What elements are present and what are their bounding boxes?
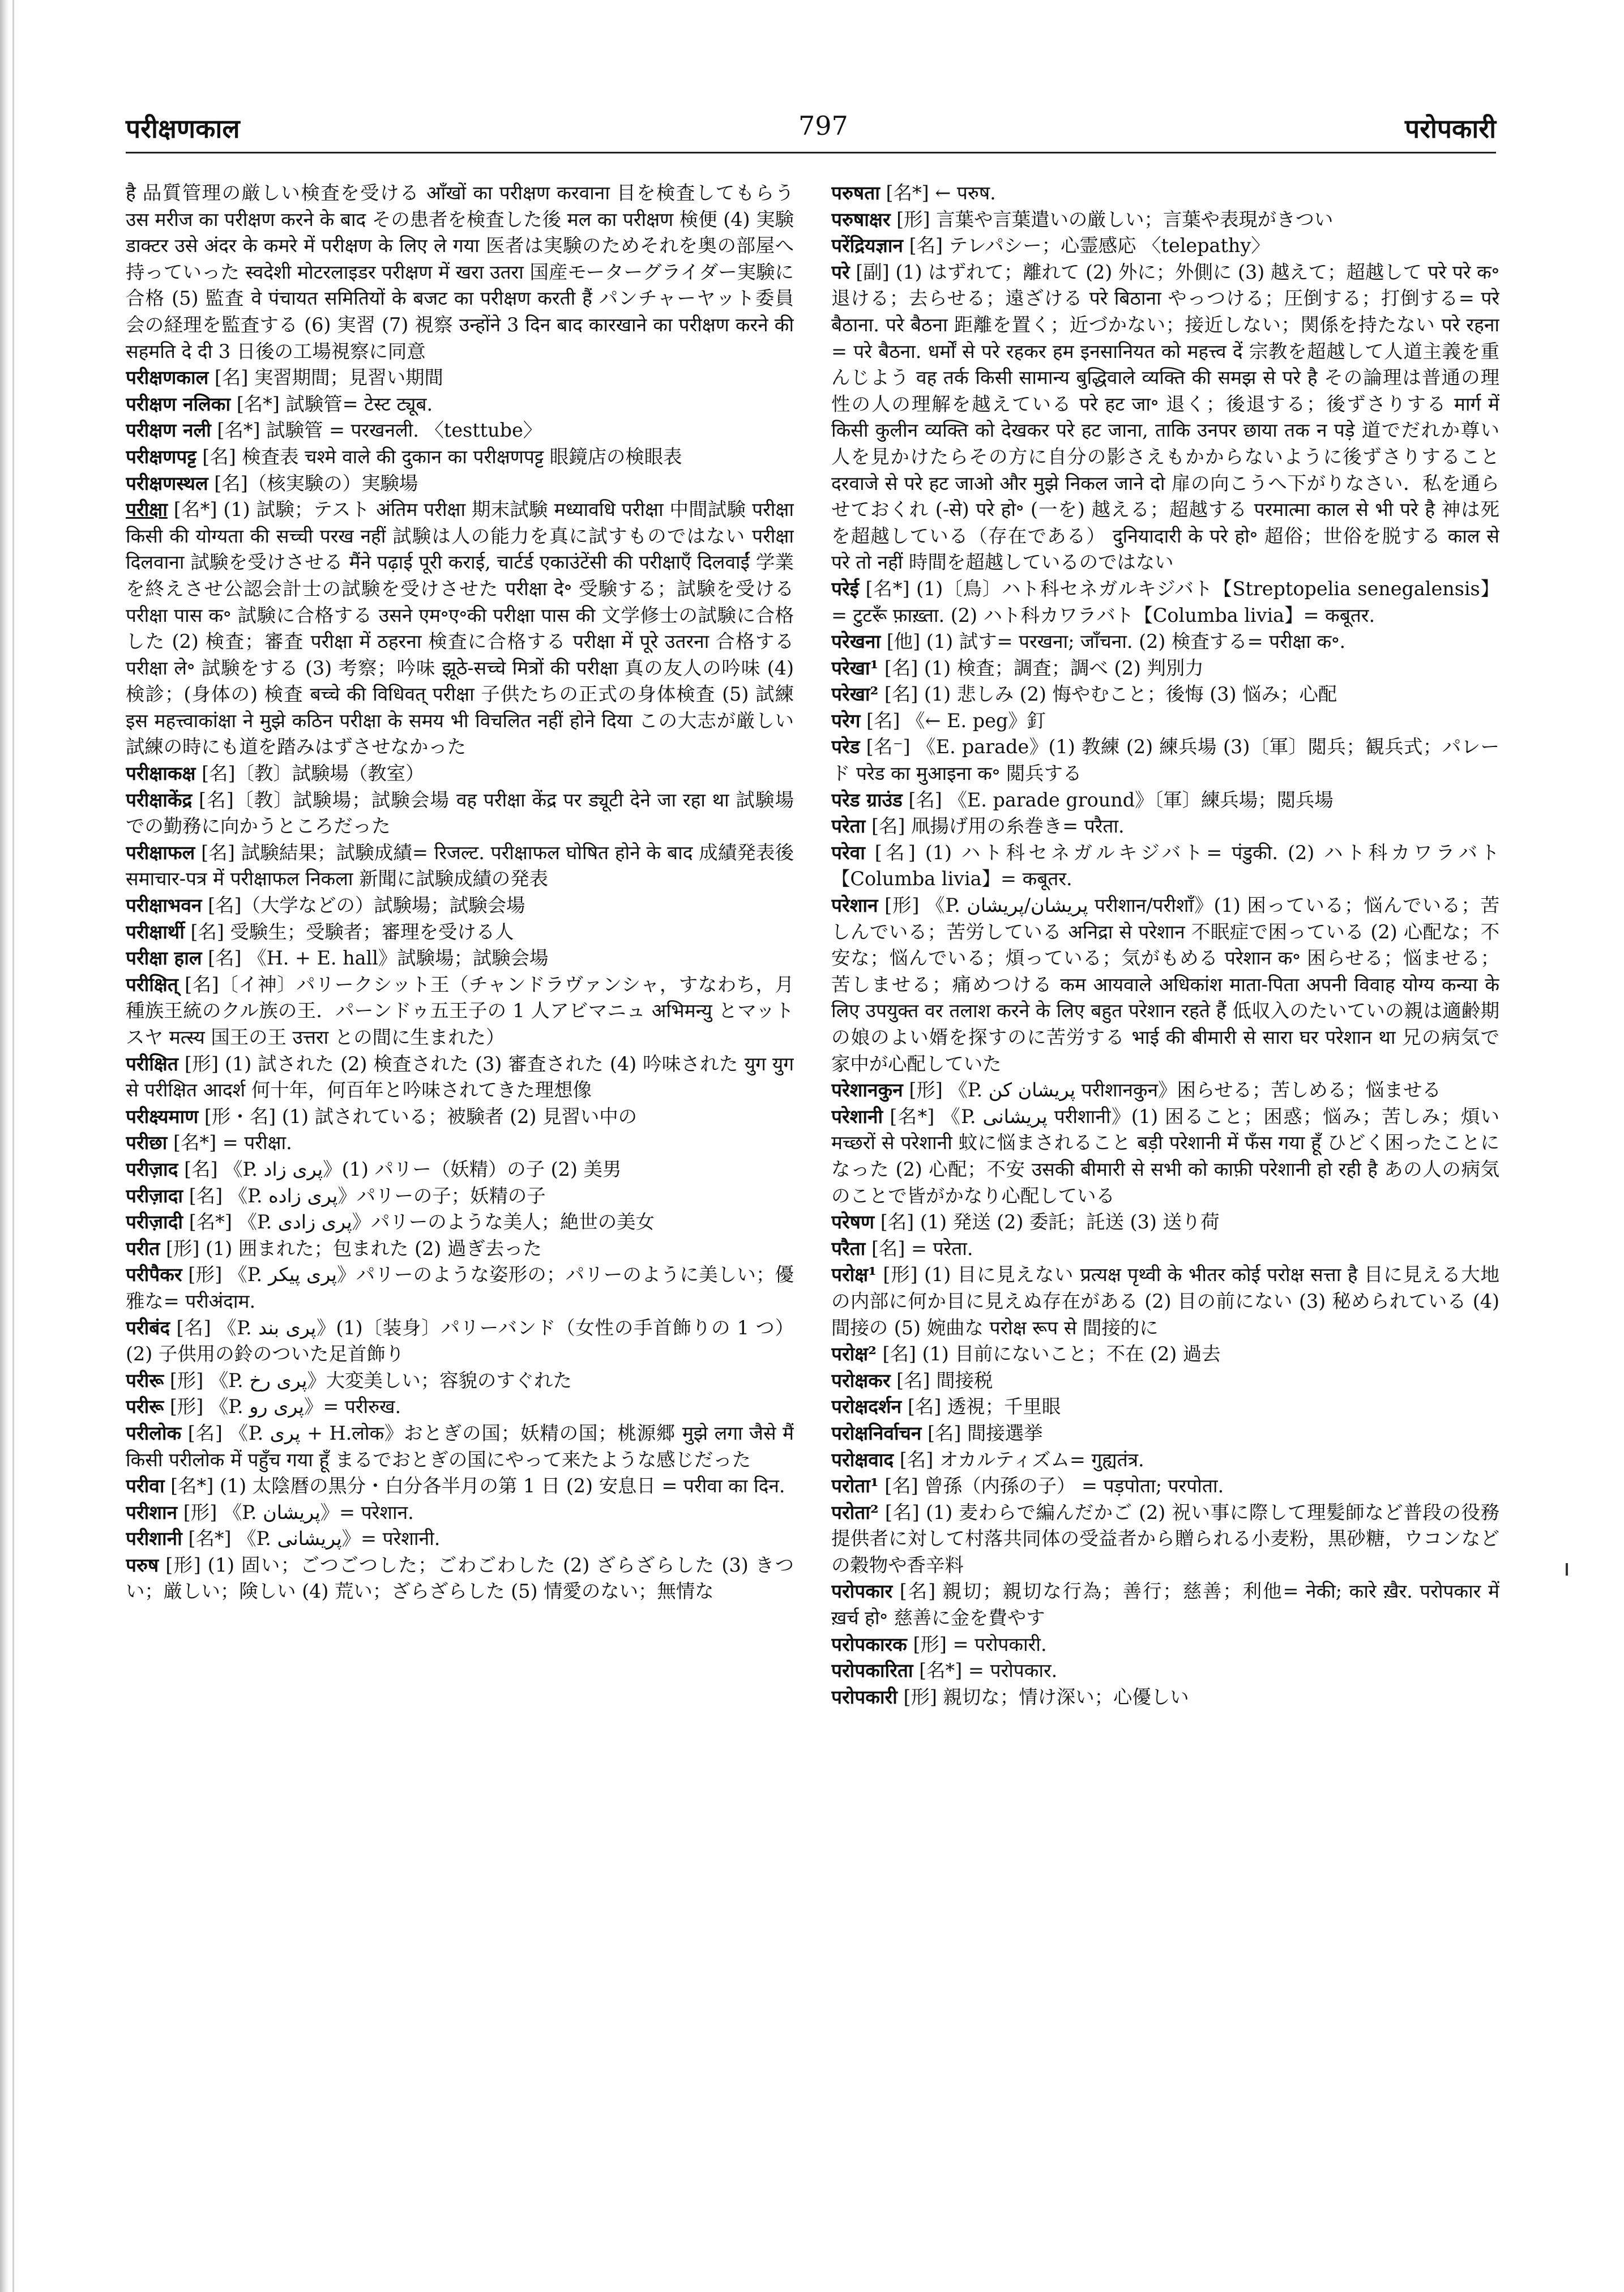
entry-headword: परीशान — [126, 1501, 178, 1523]
entry-headword: परेंद्रियज्ञान — [831, 234, 903, 257]
dictionary-entry — [831, 1684, 1499, 1711]
dictionary-entry — [831, 813, 1499, 840]
entry-headword: परेता — [831, 815, 866, 838]
entry-headword: परेशानी — [831, 1105, 883, 1128]
entry-headword: परोक्षवाद — [831, 1448, 894, 1471]
entry-headword: परीवा — [126, 1475, 165, 1497]
entry-headword: परीक्षणस्थल — [126, 472, 208, 494]
header-rule — [126, 152, 1496, 153]
entry-headword: परीक्षाफल — [126, 841, 195, 864]
entry-definition: [形] 《P. پریشان کن परीशानकुन》困らせる；苦しめる；悩ませる — [909, 1079, 1441, 1102]
entry-definition: [形] 《P. پریشان》= परेशान. — [183, 1501, 414, 1523]
dictionary-entry — [831, 1578, 1499, 1631]
entry-headword: परेग — [831, 709, 861, 732]
running-header — [126, 110, 1496, 150]
entry-definition: [名] テレパシー；心霊感応 〈telepathy〉 — [909, 234, 1270, 257]
entry-headword: परीक्षार्थी — [126, 920, 185, 943]
dictionary-entry — [831, 893, 1499, 1077]
entry-definition: [名*] 試験管 = परखनली. 〈testtube〉 — [217, 419, 542, 442]
entry-definition: [名*] = परोपकार. — [919, 1659, 1058, 1682]
entry-headword: परोपकारी — [831, 1685, 898, 1708]
dictionary-entry — [126, 945, 794, 972]
dictionary-entry — [831, 1236, 1499, 1262]
entry-headword: परीक्षण नली — [126, 419, 211, 442]
dictionary-entry — [126, 1262, 794, 1314]
entry-definition: [名*] 《P. پریشانی》= परेशानी. — [188, 1527, 441, 1550]
dictionary-entry — [126, 471, 794, 497]
dictionary-entry — [126, 497, 794, 761]
dictionary-entry — [126, 1236, 794, 1262]
entry-definition: [名] (1) ハト科セネガルキジバト= पंडुकी. (2) ハト科カワラバト【Columba livia】= कबूतर. — [831, 841, 1499, 890]
dictionary-entry — [126, 444, 794, 471]
entry-definition: [名] 受験生；受験者；審理を受ける人 — [190, 920, 514, 943]
dictionary-entry — [126, 787, 794, 840]
entry-definition: [形] 《P. پریشان/پریشان परीशान/परीशाँ》(1) 困っている；悩んでいる；苦しんでいる；苦労している अनिद्रा से परेशान 不眠症で困っている (2) 心配な；不安な；悩んでいる；煩っている；気がもめる परेशान क॰ 困らせる；悩ませる；苦しませる；痛めつける कम आयवाले अधिकांश माता-पिता अपनी विवाह योग्य कन्या के लिए उपयुक्त वर तलाश करने के लिए बहुत परेशान रहते हैं 低収入のたいていの親は適齢期の娘のよい婿を探すのに苦労する भाई की बीमारी से सारा घर परेशान था 兄の病気で家中が心配していた — [831, 894, 1499, 1075]
dictionary-entry — [831, 1394, 1499, 1420]
entry-headword: परोक्ष¹ — [831, 1264, 877, 1286]
entry-headword: परोक्षकर — [831, 1369, 891, 1392]
dictionary-entry — [126, 365, 794, 391]
entry-headword: परोता¹ — [831, 1475, 879, 1497]
dictionary-entry — [831, 207, 1499, 233]
scan-edge-shadow — [0, 0, 9, 2292]
entry-definition: [形] 言葉や言葉遣いの厳しい；言葉や表現がきつい — [896, 208, 1334, 231]
entry-definition: [名*] ← परुष. — [886, 182, 996, 204]
entry-headword: परीरू — [126, 1369, 164, 1392]
dictionary-entry — [126, 1368, 794, 1394]
dictionary-entry — [126, 1420, 794, 1473]
dictionary-entry — [126, 919, 794, 946]
dictionary-entry — [831, 1209, 1499, 1236]
entry-headword: परीक्षा — [126, 498, 168, 521]
entry-headword: परुष — [126, 1553, 159, 1576]
header-first-headword: परीक्षणकाल — [126, 113, 240, 144]
dictionary-entry — [831, 1447, 1499, 1474]
entry-headword: परीपैकर — [126, 1264, 182, 1286]
entry-definition: [名]（大学などの）試験場；試験会場 — [208, 894, 525, 917]
entry-definition: [形] 《P. پری رخ》大変美しい；容貌のすぐれた — [169, 1369, 572, 1392]
entry-definition: [名] オカルティズム= गुह्यतंत्र. — [899, 1448, 1144, 1471]
header-last-headword: परोपकारी — [1405, 113, 1496, 144]
entry-headword: परीक्षणपट्ट — [126, 445, 196, 468]
entry-headword: परीक्ष्यमाण — [126, 1105, 199, 1128]
dictionary-entry — [126, 391, 794, 418]
dictionary-entry — [126, 417, 794, 444]
entry-definition: [名*] = परीक्षा. — [173, 1132, 292, 1154]
entry-headword: परे — [831, 261, 850, 283]
entry-definition: [名*] 試験管= टेस्ट ट्यूब. — [236, 392, 433, 415]
entry-definition: [名] 親切；親切な行為；善行；慈善；利他= नेकी; कारे ख़ैर. परोपकार में ख़र्च हो॰ 慈善に金を費やす — [831, 1580, 1499, 1629]
dictionary-entry — [831, 180, 1499, 207]
dictionary-entry — [831, 734, 1499, 787]
entry-headword: परीक्षणकाल — [126, 366, 209, 389]
entry-headword: परेई — [831, 577, 860, 600]
entry-headword: परीक्षित — [126, 1052, 178, 1075]
dictionary-entry — [126, 840, 794, 893]
entry-definition: [形] (1) 囲まれた；包まれた (2) 過ぎ去った — [165, 1237, 542, 1260]
dictionary-entry — [831, 1368, 1499, 1394]
entry-headword: परोता² — [831, 1501, 879, 1523]
entry-headword: परीबंद — [126, 1316, 170, 1339]
dictionary-entry — [126, 1156, 794, 1183]
entry-headword: परोपकारिता — [831, 1659, 913, 1682]
entry-definition: [他] (1) 試す= परखना; जाँचना. (2) 検査する= परीक्षा क॰. — [886, 630, 1346, 653]
entry-headword: परेड ग्राउंड — [831, 788, 903, 811]
entry-definition: [名*] 《P. پریشانی परीशानी》(1) 困ること；困惑；悩み；苦しみ；煩い मच्छरों से परेशानी 蚊に悩まされること बड़ी परेशानी में फँस गया हूँ ひどく困ったことになった (2) 心配；不安 उसकी बीमारी से सभी को काफ़ी परेशानी हो रही है あの人の病気のことで皆がかなり心配している — [831, 1105, 1499, 1207]
scan-edge-line — [12, 0, 14, 2292]
dictionary-entry — [126, 1051, 794, 1104]
entry-definition: [名]〔教〕試験場（教室） — [202, 762, 425, 785]
entry-definition: [名] 透視；千里眼 — [907, 1395, 1061, 1418]
page-number: 797 — [798, 110, 848, 141]
entry-definition: [名⁻] 《E. parade》(1) 教練 (2) 練兵場 (3)〔軍〕閲兵；観兵式；パレード परेड का मुआइना क॰ 閲兵する — [831, 736, 1499, 785]
dictionary-entry — [831, 576, 1499, 629]
entry-definition: [形] (1) 固い；ごつごつした；ごわごわした (2) ざらざらした (3) きつい；厳しい；険しい (4) 荒い；ざらざらした (5) 情愛のない；無情な — [126, 1553, 794, 1603]
entry-definition: [形] = परोपकारी. — [913, 1633, 1047, 1655]
entry-definition: [名] 凧揚げ用の糸巻き= परैता. — [871, 815, 1125, 838]
entry-headword: परेवा — [831, 841, 865, 864]
scan-speck — [1566, 1563, 1568, 1576]
dictionary-entry — [126, 180, 794, 365]
entry-definition: [名] = परेता. — [871, 1237, 973, 1260]
entry-definition: [形・名] (1) 試されている；被験者 (2) 見習い中の — [204, 1105, 638, 1128]
dictionary-entry — [126, 1394, 794, 1420]
dictionary-entry — [831, 629, 1499, 655]
entry-definition: [名] (1) 発送 (2) 委託；託送 (3) 送り荷 — [880, 1211, 1220, 1234]
entry-headword: परेड — [831, 736, 860, 758]
dictionary-entry — [831, 1473, 1499, 1500]
right-column — [831, 180, 1499, 2264]
dictionary-entry — [126, 1315, 794, 1368]
dictionary-entry — [831, 1104, 1499, 1209]
entry-definition: [名*] (1) 試験；テスト अंतिम परीक्षा 期末試験 मध्यावधि परीक्षा 中間試験 परीक्षा किसी की योग्यता की सच्ची परख नहीं 試験は人の能力を真に試すものではない परीक्षा दिलवाना 試験を受けさせる मैंने पढ़ाई पूरी कराई, चार्टर्ड एकाउंटेंसी की परीक्षाएँ दिलवाईं 学業を終えさせ公認会計士の試験を受けさせた परीक्षा दे॰ 受験する；試験を受ける परीक्षा पास क॰ 試験に合格する उसने एम॰ए॰की परीक्षा पास की 文学修士の試験に合格した (2) 検査；審査 परीक्षा में ठहरना 検査に合格する परीक्षा में पूरे उतरना 合格する परीक्षा ले॰ 試験をする (3) 考察；吟味 झूठे-सच्चे मित्रों की परीक्षा 真の友人の吟味 (4) 検診；(身体の) 検査 बच्चे की विधिवत् परीक्षा 子供たちの正式の身体検査 (5) 試練 इस महत्त्वाकांक्षा ने मुझे कठिन परीक्षा के समय भी विचलित नहीं होने दिया この大志が厳しい試練の時にも道を踏みはずさせなかった — [126, 498, 794, 758]
entry-definition: [名] 《P. پری + H.लोक》おとぎの国；妖精の国；桃源郷 मुझे लगा जैसे मैं किसी परीलोक में पहुँच गया हूँ まるでおとぎの国にやって来たような感じだった — [126, 1422, 794, 1471]
entry-headword: परीरू — [126, 1395, 164, 1418]
entry-headword: परोपकारक — [831, 1633, 907, 1655]
entry-definition: [形] 親切な；情け深い；心優しい — [903, 1685, 1189, 1708]
entry-headword: परोपकार — [831, 1580, 893, 1603]
entry-definition: [名] 実習期間；見習い期間 — [214, 366, 443, 389]
entry-headword: परेषण — [831, 1211, 875, 1234]
entry-headword: परोक्ष² — [831, 1343, 877, 1365]
entry-definition: [名] 検査表 चश्मे वाले की दुकान का परीक्षणपट्ट 眼鏡店の検眼表 — [202, 445, 682, 468]
entry-headword: परीक्षित् — [126, 973, 178, 996]
dictionary-entry — [831, 840, 1499, 893]
dictionary-entry — [126, 1104, 794, 1130]
entry-definition: [名] (1) 麦わらで編んだかご (2) 祝い事に際して理髪師など普段の役務提供者に対して村落共同体の受益者から贈られる小麦粉，黒砂糖，ウコンなどの穀物や香辛料 — [831, 1501, 1499, 1576]
entry-headword: परीक्षण नलिका — [126, 392, 231, 415]
dictionary-entry — [831, 708, 1499, 735]
dictionary-entry — [831, 787, 1499, 814]
entry-headword: परीछा — [126, 1132, 168, 1154]
entry-definition: [名] 間接税 — [896, 1369, 993, 1392]
dictionary-entry — [126, 1552, 794, 1605]
entry-definition: [名]（核実験の）実験場 — [214, 472, 418, 494]
entry-headword: परेशान — [831, 894, 878, 917]
entry-headword: परीशानी — [126, 1527, 182, 1550]
entry-headword: परीक्षाकक्ष — [126, 762, 196, 785]
dictionary-entry — [126, 893, 794, 919]
dictionary-entry — [126, 1473, 794, 1500]
dictionary-entry — [126, 1183, 794, 1210]
entry-headword: परुषता — [831, 182, 880, 204]
entry-headword: परीलोक — [126, 1422, 182, 1444]
entry-headword: परीज़ाद — [126, 1158, 178, 1180]
dictionary-entry — [126, 972, 794, 1051]
entry-definition: [形] (1) 目に見えない प्रत्यक्ष पृथ्वी के भीतर कोई परोक्ष सत्ता है 目に見える大地の内部に何か目に見えぬ存在がある (2) 目の前にない (3) 秘められている (4) 間接の (5) 婉曲な परोक्ष रूप से 間接的に — [831, 1264, 1499, 1339]
entry-headword: परीक्षा हाल — [126, 947, 202, 970]
dictionary-entry — [126, 1130, 794, 1156]
entry-definition: [形] (1) 試された (2) 検査された (3) 審査された (4) 吟味された युग युग से परीक्षित आदर्श 何十年，何百年と吟味されてきた理想像 — [126, 1052, 794, 1102]
entry-definition: [名*] (1) 太陰暦の黒分・白分各半月の第 1 日 (2) 安息日 = परीवा का दिन. — [170, 1475, 785, 1497]
entry-definition: [名] 間接選挙 — [927, 1422, 1043, 1444]
dictionary-entry — [831, 681, 1499, 708]
entry-definition: [名] 《P. پری بند》(1)〔装身〕パリーバンド（女性の手首飾りの 1 つ） (2) 子供用の鈴のついた足首飾り — [126, 1316, 794, 1365]
entry-headword: परेखा² — [831, 683, 879, 706]
entry-headword: परोक्षदर्शन — [831, 1395, 902, 1418]
dictionary-entry — [831, 1341, 1499, 1368]
dictionary-entry — [831, 233, 1499, 259]
entry-definition: [名]〔イ神〕パリークシット王（チャンドラヴァンシャ，すなわち，月種族王統のクル族の王．パーンドゥ五王子の 1 人アビマニュ अभिमन्यु とマットスヤ मत्स्य 国王の王 उत्तरा との間に生まれた） — [126, 973, 794, 1048]
dictionary-entry — [831, 1500, 1499, 1579]
entry-headword: परीज़ादी — [126, 1211, 183, 1234]
entry-definition: [名]〔教〕試験場；試験会場 वह परीक्षा केंद्र पर ड्यूटी देने जा रहा था 試験場での勤務に向かうところだった — [126, 788, 794, 838]
dictionary-entry — [126, 1526, 794, 1552]
entry-definition: [副] (1) はずれて；離れて (2) 外に；外側に (3) 越えて；超越して परे परे क॰ 退ける；去らせる；遠ざける परे बिठाना やっつける；圧倒する；打倒する= परे बैठाना. परे बैठना 距離を置く；近づかない；接近しない；関係を持たない परे रहना = परे बैठना. धर्मों से परे रहकर हम इनसानियत को महत्त्व दें 宗教を超越して人道主義を重んじよう वह तर्क किसी सामान्य बुद्धिवाले व्यक्ति की समझ से परे है その論理は普通の理性の人の理解を越えている परे हट जा॰ 退く；後退する；後ずさりする मार्ग में किसी कुलीन व्यक्ति को देखकर परे हट जाना, ताकि उनपर छाया तक न पड़े 道でだれか尊い人を見かけたらその方に自分の影さえもかからないように後ずさりすること दरवाजे से परे हट जाओ और मुझे निकल जाने दो 扉の向こうへ下がりなさい．私を通らせておくれ (-से) परे हो॰ (一を) 越える；超越する परमात्मा काल से भी परे है 神は死を超越している（存在である） दुनियादारी के परे हो॰ 超俗；世俗を脱する काल से परे तो नहीं 時間を超越しているのではない — [831, 261, 1499, 574]
left-column — [126, 180, 794, 2264]
entry-definition: [名] (1) 悲しみ (2) 悔やむこと；後悔 (3) 悩み；心配 — [884, 683, 1337, 706]
entry-definition: [名] 試験結果；試験成績= रिजल्ट. परीक्षाफल घोषित होने के बाद 成績発表後 समाचार-पत्र में परीक्षाफल निकला 新聞に試験成績の発表 — [126, 841, 794, 890]
entry-definition: है 品質管理の厳しい検査を受ける आँखों का परीक्षण करवाना 目を検査してもらう उस मरीज का परीक्षण करने के बाद その患者を検査した後 मल का परीक्षण 検便 (4) 実験 डाक्टर उसे अंदर के कमरे में परीक्षण के लिए ले गया 医者は実験のためそれを奥の部屋へ持っていった स्वदेशी मोटरलाइडर परीक्षण में खरा उतरा 国産モーターグライダー実験に合格 (5) 監査 वे पंचायत समितियों के बजट का परीक्षण करती हैं パンチャーヤット委員会の経理を監査する (6) 実習 (7) 視察 उन्होंने 3 दिन बाद कारखाने का परीक्षण करने की सहमति दे दी 3 日後の工場視察に同意 — [126, 182, 794, 362]
entry-definition: [名] 《P. پری زاد》(1) パリー（妖精）の子 (2) 美男 — [184, 1158, 622, 1180]
dictionary-entry — [831, 655, 1499, 682]
dictionary-entry — [126, 1209, 794, 1236]
entry-definition: [名] (1) 検査；調査；調べ (2) 判別力 — [884, 656, 1204, 679]
entry-definition: [形] 《P. پری پیکر》パリーのような姿形の；パリーのように美しい；優雅な= परीअंदाम. — [126, 1264, 794, 1312]
entry-definition: [名*] 《P. پری زادی》パリーのような美人；絶世の美女 — [189, 1211, 655, 1234]
dictionary-entry — [831, 259, 1499, 576]
entry-definition: [名] 《P. پری زاده》パリーの子；妖精の子 — [189, 1184, 546, 1207]
entry-headword: परुषाक्षर — [831, 208, 891, 231]
entry-headword: परेखना — [831, 630, 881, 653]
entry-headword: परीक्षाकेंद्र — [126, 788, 193, 811]
dictionary-entry — [126, 1500, 794, 1526]
dictionary-entry — [831, 1262, 1499, 1341]
entry-headword: परीक्षाभवन — [126, 894, 202, 917]
dictionary-entry — [126, 761, 794, 787]
entry-headword: परैता — [831, 1237, 866, 1260]
entry-headword: परोक्षनिर्वाचन — [831, 1422, 922, 1444]
entry-definition: [名] 《← E. peg》釘 — [866, 709, 1046, 732]
entry-definition: [名*] (1)〔鳥〕ハト科セネガルキジバト【Streptopelia senegalensis】= टुटरूँ फ़ाख़्ता. (2) ハト科カワラバト【Columba livia】= कबूतर. — [831, 577, 1499, 626]
entry-headword: परेशानकुन — [831, 1079, 903, 1102]
entry-definition: [名] 《E. parade ground》〔軍〕練兵場；閲兵場 — [908, 788, 1334, 811]
dictionary-entry — [831, 1658, 1499, 1684]
dictionary-entry — [831, 1077, 1499, 1104]
dictionary-entry — [831, 1420, 1499, 1447]
entry-headword: परीज़ादा — [126, 1184, 183, 1207]
dictionary-entry — [831, 1632, 1499, 1658]
entry-definition: [名] 曾孫（内孫の子） = पड़पोता; परपोता. — [884, 1475, 1224, 1497]
entry-headword: परीत — [126, 1237, 160, 1260]
entry-headword: परेखा¹ — [831, 656, 879, 679]
entry-definition: [名] (1) 目前にないこと；不在 (2) 過去 — [882, 1343, 1221, 1365]
entry-definition: [名] 《H. + E. hall》試験場；試験会場 — [208, 947, 549, 970]
entry-definition: [形] 《P. پری رو》= परीरुख. — [169, 1395, 401, 1418]
